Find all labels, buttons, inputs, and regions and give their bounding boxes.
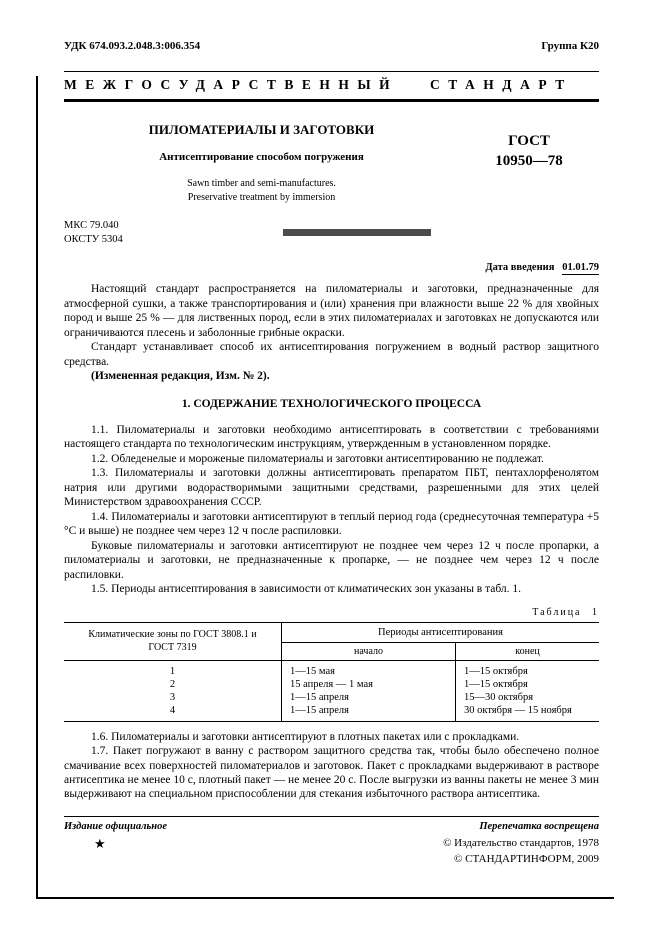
scan-artifact-bar xyxy=(283,229,431,236)
scan-edge-bottom xyxy=(36,897,614,899)
table-row xyxy=(64,660,599,678)
section-1-heading: 1. СОДЕРЖАНИЕ ТЕХНОЛОГИЧЕСКОГО ПРОЦЕССА xyxy=(181,397,482,410)
column-group-header-periods: Периоды антисептирования xyxy=(282,622,600,642)
document-title: ПИЛОМАТЕРИАЛЫ И ЗАГОТОВКИ xyxy=(148,122,375,137)
footer-divider xyxy=(64,816,599,817)
clause-1-2: 1.2. Обледенелые и мороженые пиломатериалы и заготовки антисептированию не подлежат. xyxy=(91,452,544,465)
column-header-end: конец xyxy=(456,642,600,660)
cell-start: 1—15 мая xyxy=(282,660,456,678)
okstu-code: ОКСТУ 5304 xyxy=(64,234,123,246)
copyright-block xyxy=(443,836,599,868)
cell-start: 1—15 апреля xyxy=(282,691,456,704)
gost-number: 10950—78 xyxy=(495,152,563,169)
mks-code: МКС 79.040 xyxy=(64,220,119,231)
title-english xyxy=(64,177,459,204)
column-header-start: начало xyxy=(282,642,456,660)
clause-1-7: 1.7. Пакет погружают в ванну с раствором защитного средства так, чтобы было обеспечено полное смачивание всех поверхностей пиломатериалов и заготовок. Пакет с прокладками выдерживают в растворе антисептика не менее 10 с, плотный пакет — не менее 20 с. После выгрузки из ванны пакеты не менее 3 мин выдерживают на специальном приспособлении для стекания избыточного раствора антисептика. xyxy=(64,745,599,801)
table-row xyxy=(64,691,599,704)
intro-paragraph-1: Настоящий стандарт распространяется на пиломатериалы и заготовки, предназначенные для атмосферной сушки, а также транспортирования и (или) хранения при влажности выше 22 % для хвойных пород и выше 25 % — для лиственных пород, если в этих пиломатериалах и заготовках не допускаются или ограничиваются плесень и заболонные грибные окраски. xyxy=(64,283,599,339)
cell-zone: 3 xyxy=(64,691,282,704)
title-english-line2: Preservative treatment by immersion xyxy=(187,191,336,203)
scan-edge-left xyxy=(36,76,38,898)
copyright-line-2: © СТАНДАРТИНФОРМ, 2009 xyxy=(454,852,599,865)
table-caption: Таблица 1 xyxy=(532,606,599,618)
antiseptic-periods-table xyxy=(64,622,599,722)
intro-paragraph-2: Стандарт устанавливает способ их антисептирования погружением в водный раствор защитного средства. xyxy=(64,341,599,368)
title-area xyxy=(64,122,599,204)
gost-designation xyxy=(459,122,599,204)
divider-thick xyxy=(64,99,599,102)
clause-1-4: 1.4. Пиломатериалы и заготовки антисептируют в теплый период года (среднесуточная температура +5 °С и выше) не позднее чем через 12 ч после распиловки. xyxy=(64,510,599,538)
effective-date-value: 01.01.79 xyxy=(562,262,599,274)
copyright-line-1: © Издательство стандартов, 1978 xyxy=(443,836,599,849)
official-edition-label: Издание официальное xyxy=(64,820,168,832)
gost-label: ГОСТ xyxy=(508,133,550,149)
cell-end: 15—30 октября xyxy=(464,691,534,703)
udk-code: УДК 674.093.2.048.3:006.354 xyxy=(64,40,201,52)
cell-zone: 1 xyxy=(64,660,282,678)
amendment-note: (Измененная редакция, Изм. № 2). xyxy=(91,370,270,383)
cell-start: 1—15 апреля xyxy=(282,704,456,722)
star-icon: ★ xyxy=(94,835,106,851)
cell-end: 1—15 октября xyxy=(464,678,528,690)
document-subtitle: Антисептирование способом погружения xyxy=(159,151,364,163)
cell-end: 30 октября — 15 ноября xyxy=(464,704,572,716)
footer-bottom-row xyxy=(64,836,599,868)
cell-end: 1—15 октября xyxy=(464,665,528,677)
table-row xyxy=(64,704,599,722)
clause-1-1: 1.1. Пиломатериалы и заготовки необходимо антисептировать в соответствии с требованиями настоящего стандарта по технологическим инструкциям, утвержденным в установленном порядке. xyxy=(64,423,599,451)
reprint-prohibited-label: Перепечатка воспрещена xyxy=(479,820,599,832)
standard-type-banner: МЕЖГОСУДАРСТВЕННЫЙ СТАНДАРТ xyxy=(64,77,573,92)
clause-1-3: 1.3. Пиломатериалы и заготовки должны антисептировать препаратом ПБТ, пентахлорфенолятом натрия или другими водорастворимыми защитными средствами, разрешенными для этих целей Министерством здравоохранения СССР. xyxy=(64,467,599,509)
footer-row xyxy=(64,821,599,832)
group-code: Группа К20 xyxy=(541,40,599,52)
clause-1-4-continued: Буковые пиломатериалы и заготовки антисептируют не позднее чем через 12 ч после пропарки, а пиломатериалы и заготовки, не предназначенные к пропарке, — не позднее чем через 12 ч после распиловки. xyxy=(64,539,599,581)
cell-zone: 2 xyxy=(64,678,282,691)
table-header-row xyxy=(64,622,599,642)
column-header-zones: Климатические зоны по ГОСТ 3808.1 и ГОСТ 7319 xyxy=(64,622,282,660)
title-english-line1: Sawn timber and semi-manufactures. xyxy=(187,178,336,189)
clause-1-5: 1.5. Периоды антисептирования в зависимости от климатических зон указаны в табл. 1. xyxy=(91,583,522,596)
effective-date xyxy=(64,262,599,273)
cell-start: 15 апреля — 1 мая xyxy=(282,678,456,691)
cell-zone: 4 xyxy=(64,704,282,722)
classification-row xyxy=(64,40,599,52)
clause-1-6: 1.6. Пиломатериалы и заготовки антисептируют в плотных пакетах или с прокладками. xyxy=(91,730,520,743)
effective-date-label: Дата введения xyxy=(485,262,555,274)
table-row xyxy=(64,678,599,691)
